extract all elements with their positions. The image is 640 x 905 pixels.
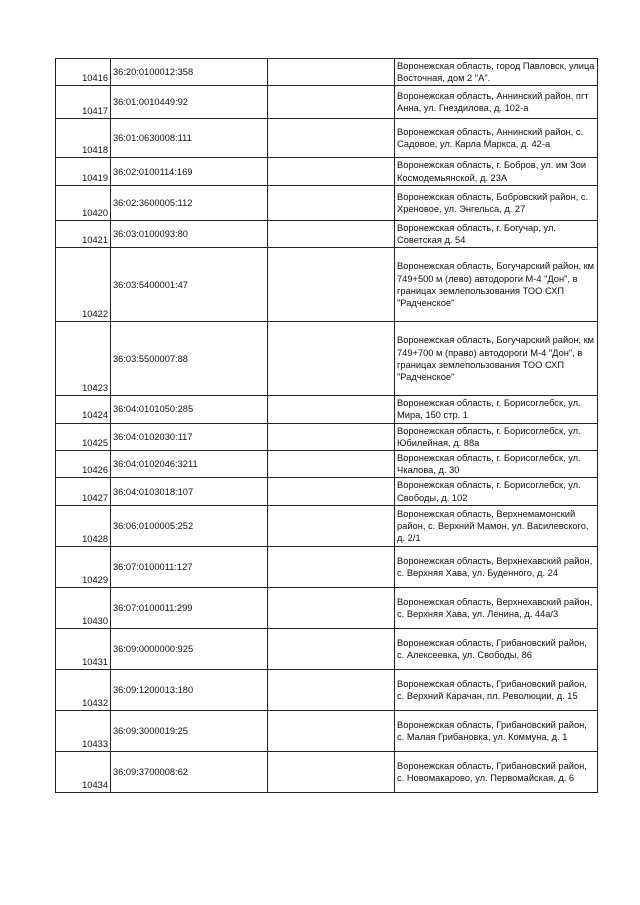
table-row xyxy=(56,423,598,450)
cadastral-number-cell: 36:04:0102030:117 xyxy=(111,423,268,450)
address-cell: Воронежская область, город Павловск, улица Восточная, дом 2 "А". xyxy=(395,59,598,86)
address-cell: Воронежская область, Грибановский район, с. Новомакарово, ул. Первомайская, д. 6 xyxy=(395,751,598,792)
empty-cell xyxy=(268,451,395,478)
row-number-cell: 10422 xyxy=(56,248,111,322)
empty-cell xyxy=(268,220,395,247)
cadastral-number-cell: 36:09:0000000:925 xyxy=(111,628,268,669)
table-row xyxy=(56,86,598,119)
table-row xyxy=(56,628,598,669)
empty-cell xyxy=(268,751,395,792)
table-row xyxy=(56,119,598,158)
table-row xyxy=(56,669,598,710)
cadastral-number-cell: 36:01:0010449:92 xyxy=(111,86,268,119)
empty-cell xyxy=(268,669,395,710)
empty-cell xyxy=(268,710,395,751)
row-number-cell: 10433 xyxy=(56,710,111,751)
cadastral-number-cell: 36:03:5400001:47 xyxy=(111,248,268,322)
registry-table xyxy=(55,58,598,793)
row-number-cell: 10418 xyxy=(56,119,111,158)
address-cell: Воронежская область, Верхнемамонский район, с. Верхний Мамон, ул. Василевского, д. 2/1 xyxy=(395,505,598,546)
cadastral-number-cell: 36:04:0103018:107 xyxy=(111,478,268,505)
address-cell: Воронежская область, Грибановский район, с. Алексеевка, ул. Свободы, 86 xyxy=(395,628,598,669)
table-row xyxy=(56,220,598,247)
row-number-cell: 10427 xyxy=(56,478,111,505)
row-number-cell: 10417 xyxy=(56,86,111,119)
empty-cell xyxy=(268,185,395,220)
row-number-cell: 10432 xyxy=(56,669,111,710)
row-number-cell: 10430 xyxy=(56,587,111,628)
cadastral-number-cell: 36:04:0101050:285 xyxy=(111,396,268,423)
cadastral-number-cell: 36:09:3700008:62 xyxy=(111,751,268,792)
cadastral-number-cell: 36:02:3600005:112 xyxy=(111,185,268,220)
registry-table-body xyxy=(56,59,598,793)
row-number-cell: 10424 xyxy=(56,396,111,423)
row-number-cell: 10416 xyxy=(56,59,111,86)
row-number-cell: 10419 xyxy=(56,158,111,185)
empty-cell xyxy=(268,628,395,669)
empty-cell xyxy=(268,587,395,628)
empty-cell xyxy=(268,546,395,587)
row-number-cell: 10428 xyxy=(56,505,111,546)
address-cell: Воронежская область, Аннинский район, пгт Анна, ул. Гнездилова, д. 102-а xyxy=(395,86,598,119)
address-cell: Воронежская область, г. Борисоглебск, ул. Юбилейная, д. 88а xyxy=(395,423,598,450)
row-number-cell: 10425 xyxy=(56,423,111,450)
address-cell: Воронежская область, Грибановский район, с. Верхний Карачан, пл. Революции, д. 15 xyxy=(395,669,598,710)
cadastral-number-cell: 36:03:5500007:88 xyxy=(111,322,268,396)
cadastral-number-cell: 36:04:0102046:3211 xyxy=(111,451,268,478)
table-row xyxy=(56,248,598,322)
cadastral-number-cell: 36:01:0630008:111 xyxy=(111,119,268,158)
table-row xyxy=(56,396,598,423)
table-row xyxy=(56,158,598,185)
empty-cell xyxy=(268,322,395,396)
cadastral-number-cell: 36:03:0100093:80 xyxy=(111,220,268,247)
table-row xyxy=(56,59,598,86)
row-number-cell: 10429 xyxy=(56,546,111,587)
table-row xyxy=(56,710,598,751)
empty-cell xyxy=(268,478,395,505)
cadastral-number-cell: 36:07:0100011:299 xyxy=(111,587,268,628)
address-cell: Воронежская область, Богучарский район, км 749+700 м (право) автодороги М-4 "Дон", в границах землепользования ТОО СХП "Радченское" xyxy=(395,322,598,396)
address-cell: Воронежская область, Богучарский район, км 749+500 м (лево) автодороги М-4 "Дон", в границах землепользования ТОО СХП "Радченское" xyxy=(395,248,598,322)
address-cell: Воронежская область, г. Борисоглебск, ул. Чкалова, д. 30 xyxy=(395,451,598,478)
table-row xyxy=(56,587,598,628)
address-cell: Воронежская область, г. Бобров, ул. им Зои Космодемьянской, д. 23А xyxy=(395,158,598,185)
table-row xyxy=(56,546,598,587)
table-row xyxy=(56,185,598,220)
empty-cell xyxy=(268,119,395,158)
empty-cell xyxy=(268,423,395,450)
table-row xyxy=(56,478,598,505)
row-number-cell: 10426 xyxy=(56,451,111,478)
row-number-cell: 10423 xyxy=(56,322,111,396)
cadastral-number-cell: 36:02:0100114:169 xyxy=(111,158,268,185)
cadastral-number-cell: 36:09:3000019:25 xyxy=(111,710,268,751)
address-cell: Воронежская область, г. Борисоглебск, ул. Свободы, д. 102 xyxy=(395,478,598,505)
address-cell: Воронежская область, г. Богучар, ул. Советская д. 54 xyxy=(395,220,598,247)
empty-cell xyxy=(268,505,395,546)
empty-cell xyxy=(268,396,395,423)
address-cell: Воронежская область, г. Борисоглебск, ул. Мира, 150 стр. 1 xyxy=(395,396,598,423)
empty-cell xyxy=(268,158,395,185)
table-row xyxy=(56,451,598,478)
cadastral-number-cell: 36:20:0100012:358 xyxy=(111,59,268,86)
empty-cell xyxy=(268,86,395,119)
row-number-cell: 10421 xyxy=(56,220,111,247)
cadastral-number-cell: 36:06:0100005:252 xyxy=(111,505,268,546)
address-cell: Воронежская область, Грибановский район, с. Малая Грибановка, ул. Коммуна, д. 1 xyxy=(395,710,598,751)
row-number-cell: 10420 xyxy=(56,185,111,220)
table-row xyxy=(56,322,598,396)
table-row xyxy=(56,505,598,546)
address-cell: Воронежская область, Аннинский район, с. Садовое, ул. Карла Маркса, д. 42-а xyxy=(395,119,598,158)
cadastral-number-cell: 36:07:0100011:127 xyxy=(111,546,268,587)
cadastral-number-cell: 36:09:1200013:180 xyxy=(111,669,268,710)
address-cell: Воронежская область, Верхнехавский район, с. Верхняя Хава, ул. Буденного, д. 24 xyxy=(395,546,598,587)
row-number-cell: 10434 xyxy=(56,751,111,792)
empty-cell xyxy=(268,59,395,86)
row-number-cell: 10431 xyxy=(56,628,111,669)
address-cell: Воронежская область, Бобровский район, с. Хреновое, ул. Энгельса, д. 27 xyxy=(395,185,598,220)
address-cell: Воронежская область, Верхнехавский район, с. Верхняя Хава, ул. Ленина, д. 44а/3 xyxy=(395,587,598,628)
empty-cell xyxy=(268,248,395,322)
table-row xyxy=(56,751,598,792)
